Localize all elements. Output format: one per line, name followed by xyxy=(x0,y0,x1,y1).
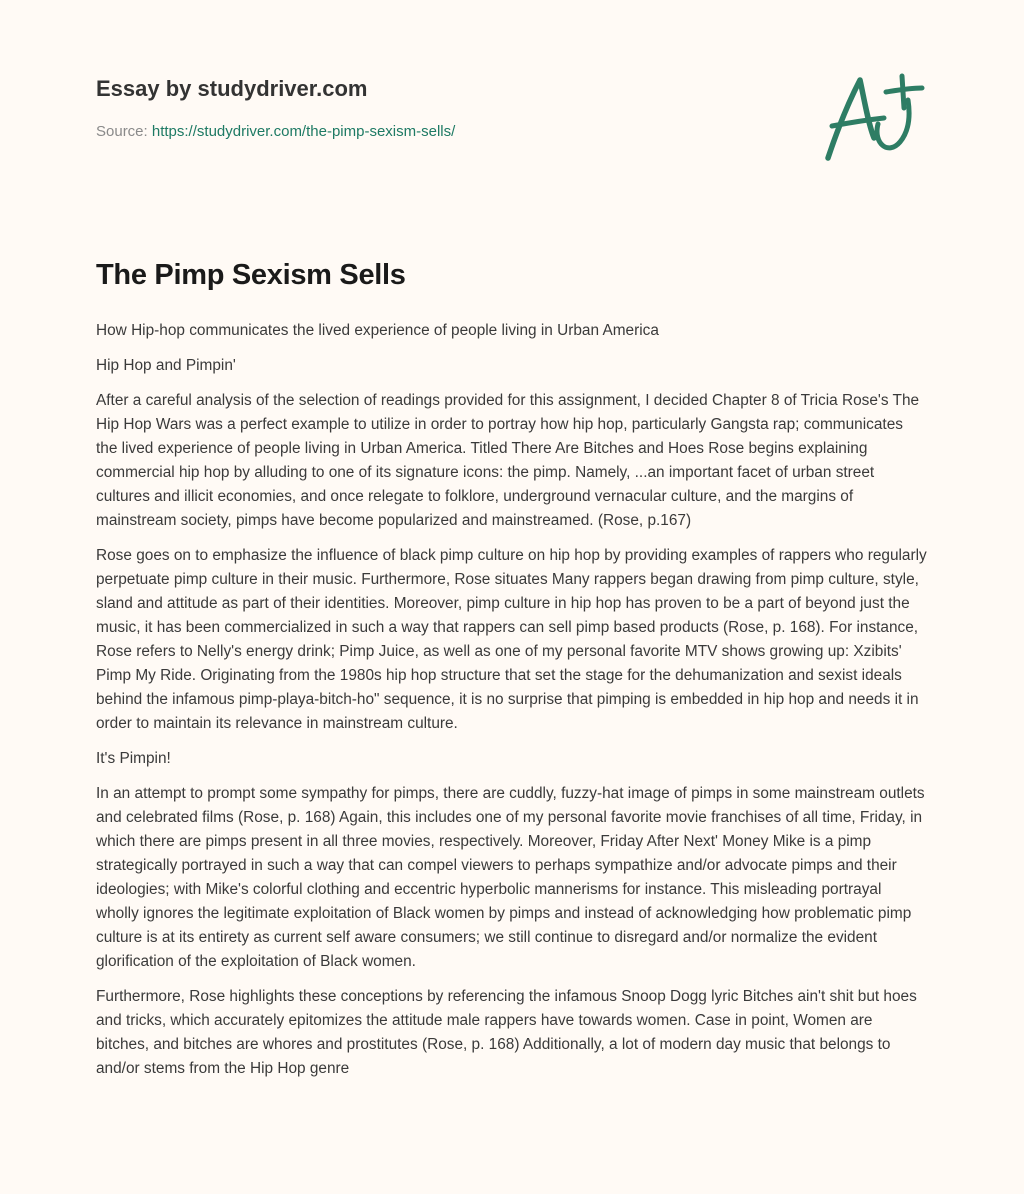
body-paragraph: Furthermore, Rose highlights these conceptions by referencing the infamous Snoop Dogg lyric Bitches ain't shit but hoes and tricks, which accurately epitomizes the attitude male rappers have towards women. Case in point, Women are bitches, and bitches are whores and prostitutes (Rose, p. 168) Additionally, a lot of modern day music that belongs to and/or stems from the Hip Hop genre xyxy=(96,988,917,1077)
source-label: Source: xyxy=(96,123,148,140)
a-plus-grade-icon xyxy=(818,68,938,168)
site-title: Essay by studydriver.com xyxy=(96,76,368,101)
body-paragraph: In an attempt to prompt some sympathy for pimps, there are cuddly, fuzzy-hat image of pimps in some mainstream outlets and celebrated films (Rose, p. 168) Again, this includes one of my personal favorite movie franchises of all time, Friday, in which there are pimps present in all three movies, respectively. Moreover, Friday After Next' Money Mike is a pimp strategically portrayed in such a way that can compel viewers to perhaps sympathize and/or advocate pimps and their ideologies; with Mike's colorful clothing and eccentric hyperbolic mannerisms for instance. This misleading portrayal wholly ignores the legitimate exploitation of Black women by pimps and instead of acknowledging how problematic pimp culture is at its entirety as current self aware consumers; we still continue to disregard and/or normalize the evident glorification of the exploitation of Black women. xyxy=(96,785,925,970)
section-heading-its-pimpin: It's Pimpin! xyxy=(96,750,171,767)
document-title: The Pimp Sexism Sells xyxy=(96,259,406,291)
subtitle-paragraph: How Hip-hop communicates the lived experience of people living in Urban America xyxy=(96,322,659,339)
page-header xyxy=(96,74,796,142)
source-link[interactable]: https://studydriver.com/the-pimp-sexism-sells/ xyxy=(151,123,456,140)
body-paragraph: After a careful analysis of the selection of readings provided for this assignment, I decided Chapter 8 of Tricia Rose's The Hip Hop Wars was a perfect example to utilize in order to portray how hip hop, particularly Gangsta rap; communicates the lived experience of people living in Urban America. Titled There Are Bitches and Hoes Rose begins explaining commercial hip hop by alluding to one of its signature icons: the pimp. Namely, ...an important facet of urban street cultures and illicit economies, and once relegate to folklore, underground vernacular culture, and the margins of mainstream society, pimps have become popularized and mainstreamed. (Rose, p.167) xyxy=(96,392,920,529)
body-paragraph: Rose goes on to emphasize the influence of black pimp culture on hip hop by providing examples of rappers who regularly perpetuate pimp culture in their music. Furthermore, Rose situates Many rappers began drawing from pimp culture, style, sland and attitude as part of their identities. Moreover, pimp culture in hip hop has proven to be a part of beyond just the music, it has been commercialized in such a way that rappers can sell pimp based products (Rose, p. 168). For instance, Rose refers to Nelly's energy drink; Pimp Juice, as well as one of my personal favorite MTV shows growing up: Xzibits' Pimp My Ride. Originating from the 1980s hip hop structure that set the stage for the dehumanization and sexist ideals behind the infamous pimp-playa-bitch-ho" sequence, it is no surprise that pimping is embedded in hip hop and needs it in order to maintain its relevance in mainstream culture. xyxy=(96,547,927,732)
section-heading-hip-hop-and-pimpin: Hip Hop and Pimpin' xyxy=(96,357,236,374)
document-body xyxy=(96,255,928,1092)
source-line xyxy=(96,122,796,142)
